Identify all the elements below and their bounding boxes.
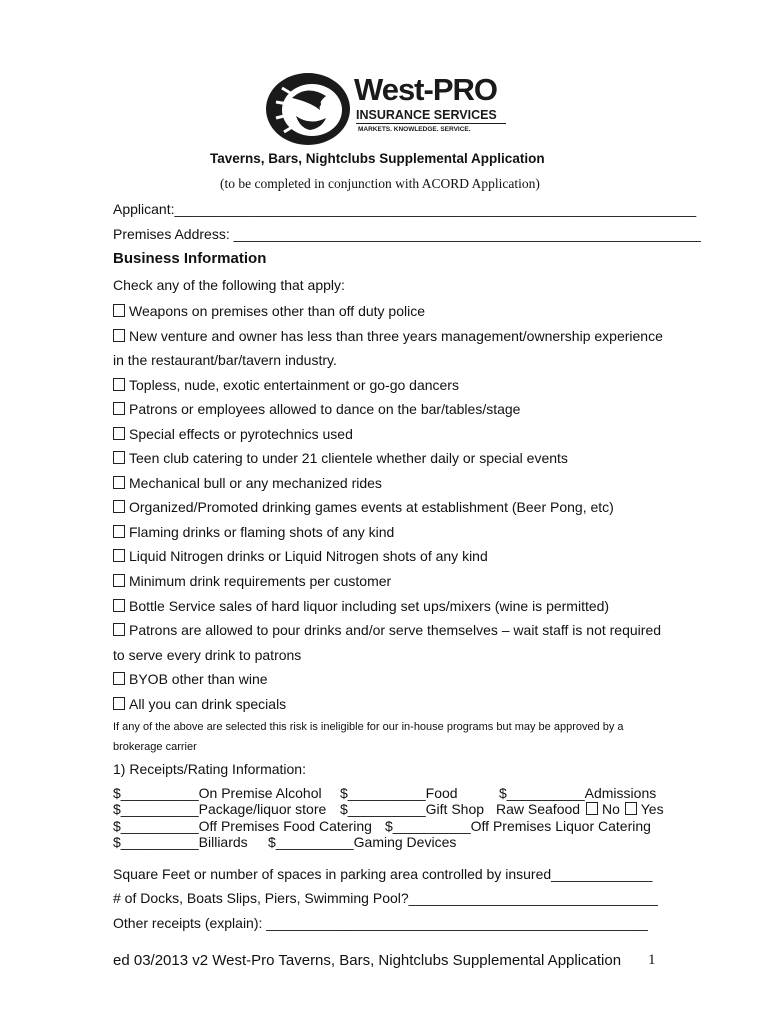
checkbox[interactable]: [113, 500, 125, 513]
item-label: Organized/Promoted drinking games events at establishment (Beer Pong, etc): [129, 499, 614, 515]
list-item: [113, 426, 353, 442]
checkbox[interactable]: [113, 402, 125, 415]
logo-insurance-services: INSURANCE SERVICES: [356, 108, 497, 122]
applicant-label: Applicant:: [113, 201, 175, 217]
receipt-gift-shop[interactable]: $__________Gift Shop: [340, 801, 485, 817]
list-item: [113, 524, 394, 540]
premises-line: ____________________________________________________________: [233, 226, 701, 242]
list-item: [113, 450, 568, 466]
list-item: [113, 696, 286, 712]
checkbox[interactable]: [113, 672, 125, 685]
receipt-on-premise-alcohol[interactable]: $__________On Premise Alcohol: [113, 785, 322, 801]
raw-seafood-no-label: No: [601, 801, 620, 817]
receipt-admissions[interactable]: $__________Admissions: [499, 785, 657, 801]
item-label: Patrons or employees allowed to dance on the bar/tables/stage: [129, 401, 521, 417]
checkbox[interactable]: [113, 525, 125, 538]
raw-seafood-label: Raw Seafood: [496, 801, 581, 817]
logo-tagline: MARKETS. KNOWLEDGE. SERVICE.: [358, 126, 471, 133]
item-label: Weapons on premises other than off duty police: [129, 303, 425, 319]
checkbox[interactable]: [113, 623, 125, 636]
item-label: All you can drink specials: [129, 696, 287, 712]
checkbox[interactable]: [113, 574, 125, 587]
logo-rule: [356, 123, 506, 124]
list-item: [113, 328, 663, 344]
applicant-line: ___________________________________________________________________: [174, 201, 697, 217]
item-label: BYOB other than wine: [129, 671, 268, 687]
checkbox[interactable]: [113, 427, 125, 440]
item-label: Liquid Nitrogen drinks or Liquid Nitrogen shots of any kind: [129, 548, 488, 564]
item-label: in the restaurant/bar/tavern industry.: [113, 352, 337, 368]
item-label: Minimum drink requirements per customer: [129, 573, 392, 589]
list-item: [113, 598, 609, 614]
section-heading: Business Information: [113, 250, 267, 267]
list-item: [113, 671, 268, 687]
checkbox[interactable]: [113, 304, 125, 317]
eligibility-note: If any of the above are selected this risk is ineligible for our in-house programs but may be approved by a: [113, 721, 624, 733]
item-label: Special effects or pyrotechnics used: [129, 426, 353, 442]
logo-brand: West-PRO: [354, 72, 498, 107]
list-item: [113, 573, 391, 589]
checkbox[interactable]: [113, 329, 125, 342]
list-item: [113, 499, 614, 515]
receipt-off-premises-liquor[interactable]: $__________Off Premises Liquor Catering: [385, 818, 651, 834]
raw-seafood-no-checkbox[interactable]: [586, 802, 598, 815]
list-item: [113, 377, 459, 393]
receipt-package-liquor[interactable]: $__________Package/liquor store: [113, 801, 327, 817]
checkbox[interactable]: [113, 697, 125, 710]
page-number: 1: [648, 952, 656, 968]
westpro-logo: [262, 68, 512, 150]
receipt-food[interactable]: $__________Food: [340, 785, 458, 801]
item-label: New venture and owner has less than three years management/ownership experience: [129, 328, 663, 344]
checkbox[interactable]: [113, 599, 125, 612]
list-item: [113, 303, 425, 319]
raw-seafood-question: [496, 801, 664, 817]
item-label: Mechanical bull or any mechanized rides: [129, 475, 382, 491]
receipt-billiards[interactable]: $__________Billiards: [113, 834, 248, 850]
document-subtitle: (to be completed in conjunction with ACORD Application): [220, 176, 540, 191]
premises-field[interactable]: [113, 226, 701, 242]
list-item: [113, 401, 520, 417]
item-label: Bottle Service sales of hard liquor including set ups/mixers (wine is permitted): [129, 598, 610, 614]
item-label: Teen club catering to under 21 clientele whether daily or special events: [129, 450, 568, 466]
checkbox[interactable]: [113, 476, 125, 489]
list-item: [113, 475, 382, 491]
checkbox[interactable]: [113, 451, 125, 464]
other-receipts-field[interactable]: Other receipts (explain): _________________________________________________: [113, 915, 648, 931]
receipts-heading: 1) Receipts/Rating Information:: [113, 761, 306, 777]
raw-seafood-yes-label: Yes: [640, 801, 664, 817]
eligibility-note-continued: brokerage carrier: [113, 741, 197, 753]
checkbox[interactable]: [113, 549, 125, 562]
document-title: Taverns, Bars, Nightclubs Supplemental Application: [210, 151, 545, 166]
applicant-field[interactable]: [113, 201, 696, 217]
list-item-continuation: [113, 352, 337, 368]
list-item: [113, 548, 488, 564]
docks-field[interactable]: # of Docks, Boats Slips, Piers, Swimming Pool?________________________________: [113, 890, 658, 906]
item-label: Topless, nude, exotic entertainment or go-go dancers: [129, 377, 459, 393]
item-label: Patrons are allowed to pour drinks and/or serve themselves – wait staff is not required: [129, 622, 662, 638]
receipt-gaming-devices[interactable]: $__________Gaming Devices: [268, 834, 457, 850]
receipt-off-premises-food[interactable]: $__________Off Premises Food Catering: [113, 818, 372, 834]
item-label: to serve every drink to patrons: [113, 647, 302, 663]
list-item: [113, 622, 661, 638]
raw-seafood-yes-checkbox[interactable]: [625, 802, 637, 815]
footer-text: ed 03/2013 v2 West-Pro Taverns, Bars, Nightclubs Supplemental Application: [113, 952, 622, 969]
check-intro: Check any of the following that apply:: [113, 277, 345, 293]
list-item-continuation: [113, 647, 301, 663]
premises-label: Premises Address:: [113, 226, 230, 242]
square-feet-field[interactable]: Square Feet or number of spaces in parking area controlled by insured_____________: [113, 866, 653, 882]
checkbox[interactable]: [113, 378, 125, 391]
item-label: Flaming drinks or flaming shots of any kind: [129, 524, 395, 540]
